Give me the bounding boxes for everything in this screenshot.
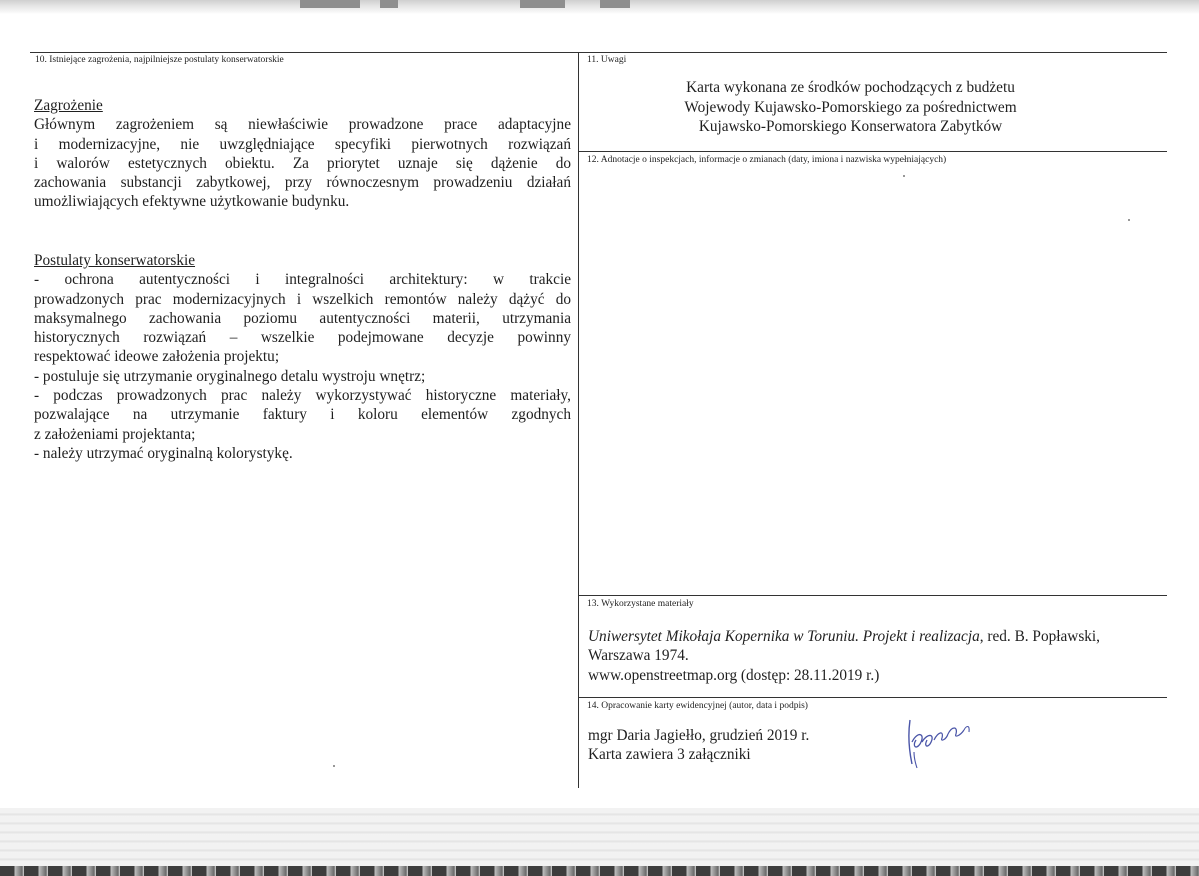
postulate-line: - należy utrzymać oryginalną kolorystykę. (34, 444, 293, 462)
threat-line: i modernizacyjne, nie uwzględniające specyfiki pierwotnych rozwiązań (34, 135, 571, 153)
section-14-label: 14. Opracowanie karty ewidencyjnej (autor, data i podpis) (587, 701, 808, 711)
postulate-line: respektować ideowe założenia projektu; (34, 348, 280, 366)
threat-block (34, 96, 571, 212)
divider-12-13 (578, 595, 1167, 596)
section-13-label: 13. Wykorzystane materiały (587, 599, 694, 609)
reference-line (588, 627, 1163, 646)
threat-line: Głównym zagrożeniem są niewłaściwie prowadzone prace adaptacyjne (34, 116, 571, 134)
postulate-line: maksymalnego zachowania poziomu autentyczności materii, utrzymania (34, 309, 571, 327)
reference-editor: , red. B. Popławski, (979, 628, 1100, 645)
funding-line: Karta wykonana ze środków pochodzących z budżetu (686, 79, 1015, 96)
threat-heading: Zagrożenie (34, 97, 103, 114)
scan-edge-bottom (0, 808, 1199, 876)
reference-title: Uniwersytet Mikołaja Kopernika w Toruniu. Projekt i realizacja (588, 628, 980, 645)
handwritten-signature (900, 712, 980, 777)
section-11-label: 11. Uwagi (587, 55, 627, 65)
scan-mark (300, 0, 360, 8)
top-rule (30, 52, 1167, 53)
postulate-line: prowadzonych prac modernizacyjnych i wszelkich remontów należy dążyć do (34, 290, 571, 308)
scan-speck (903, 175, 905, 177)
scan-mark (380, 0, 398, 8)
scan-mark (520, 0, 565, 8)
column-divider (578, 52, 579, 788)
threat-line: umożliwiających efektywne użytkowanie budynku. (34, 193, 350, 211)
threat-line: zachowania substancji zabytkowej, przy równoczesnym prowadzeniu działań (34, 174, 571, 192)
reference-line: www.openstreetmap.org (dostęp: 28.11.2019 r.) (588, 666, 880, 684)
divider-13-14 (578, 697, 1167, 698)
references-block (588, 627, 1163, 685)
postulates-heading: Postulaty konserwatorskie (34, 252, 196, 269)
postulate-line: z założeniami projektanta; (34, 425, 196, 443)
section-10-label: 10. Istniejące zagrożenia, najpilniejsze postulaty konserwatorskie (35, 55, 284, 65)
attachments-line: Karta zawiera 3 załączniki (588, 746, 751, 764)
scan-speck (333, 765, 335, 767)
postulate-line: pozwalające na utrzymanie faktury i koloru elementów zgodnych (34, 406, 571, 424)
funding-line: Kujawsko-Pomorskiego Konserwatora Zabytków (698, 118, 1003, 135)
author-line: mgr Daria Jagiełło, grudzień 2019 r. (588, 727, 810, 744)
postulates-block (34, 251, 571, 463)
postulate-line: - podczas prowadzonych prac należy wykorzystywać historyczne materiały, (34, 387, 571, 405)
scan-band (0, 866, 1199, 876)
reference-line: Warszawa 1974. (588, 647, 689, 665)
section-12-label: 12. Adnotacje o inspekcjach, informacje o zmianach (daty, imiona i nazwiska wypełniających) (587, 155, 947, 165)
signature-graphic (900, 712, 980, 772)
scan-speck (1128, 219, 1130, 221)
threat-line: i walorów estetycznych obiektu. Za priorytet uznaje się dążenie do (34, 154, 571, 172)
scan-edge-top (0, 0, 1199, 14)
scan-mark (600, 0, 630, 8)
postulate-line: - postuluje się utrzymanie oryginalnego detalu wystroju wnętrz; (34, 367, 426, 385)
postulate-line: historycznych rozwiązań – wszelkie podejmowane decyzje powinny (34, 329, 571, 347)
postulate-line: - ochrona autentyczności i integralności architektury: w trakcie (34, 271, 571, 289)
divider-11-12 (578, 151, 1167, 152)
funding-line: Wojewody Kujawsko-Pomorskiego za pośrednictwem (684, 98, 1017, 116)
funding-note (590, 78, 1111, 137)
